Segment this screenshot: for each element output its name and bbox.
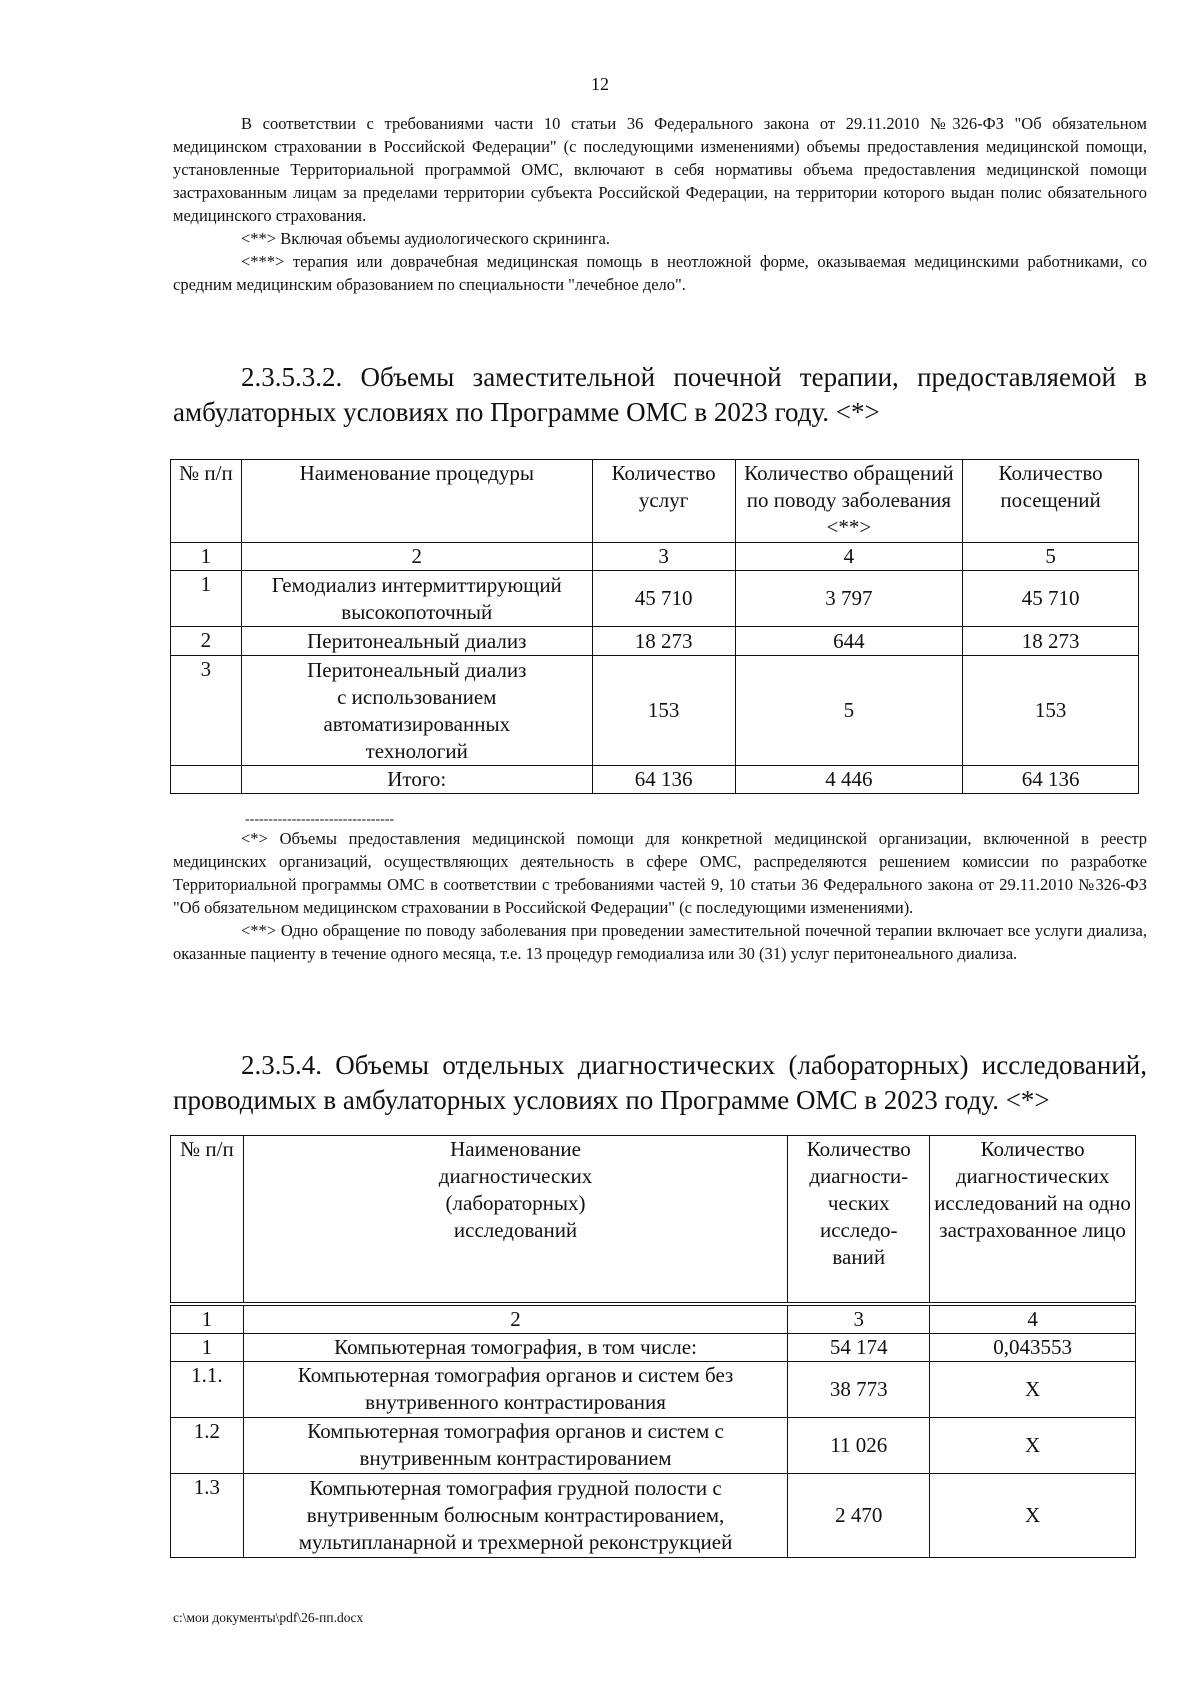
footnotes-block <box>173 827 1147 965</box>
row-num: 2 <box>171 627 242 656</box>
table-row <box>171 1473 1136 1557</box>
row-num: 1.2 <box>171 1417 244 1473</box>
row-per-person: 0,043553 <box>930 1333 1136 1361</box>
row-name: Компьютерная томография органов и систем с внутривенным контрастированием <box>243 1417 787 1473</box>
section-heading-renal-therapy: 2.3.5.3.2. Объемы заместительной почечной терапии, предоставляемой в амбулаторных условиях по Программе ОМС в 2023 году. <*> <box>173 362 1147 427</box>
col-number: 1 <box>171 543 242 571</box>
note-two-star: <**> Включая объемы аудиологического скрининга. <box>241 229 610 248</box>
col-number: 4 <box>735 543 963 571</box>
footnote-separator: -------------------------------- <box>245 812 395 827</box>
row-count: 54 174 <box>788 1333 930 1361</box>
row-name: Компьютерная томография, в том числе: <box>243 1333 787 1361</box>
intro-block <box>173 112 1147 296</box>
col-number: 1 <box>171 1304 244 1334</box>
row-cases: 644 <box>735 627 963 656</box>
renal-therapy-table <box>170 459 1139 794</box>
total-visits: 64 136 <box>963 766 1139 794</box>
header-study-name: Наименование диагностических (лабораторных) исследований <box>243 1136 787 1304</box>
column-number-row <box>171 543 1139 571</box>
row-visits: 18 273 <box>963 627 1139 656</box>
section-heading-diagnostics: 2.3.5.4. Объемы отдельных диагностических (лабораторных) исследований, проводимых в амбулаторных условиях по Программе ОМС в 2023 году. <*> <box>173 1050 1147 1115</box>
row-services: 45 710 <box>592 571 735 627</box>
col-number: 2 <box>241 543 592 571</box>
table-header-row <box>171 460 1139 543</box>
header-study-count: Количество диагности-ческих исследо-ваний <box>788 1136 930 1304</box>
row-per-person: X <box>930 1417 1136 1473</box>
table-row <box>171 656 1139 766</box>
table-row <box>171 1333 1136 1361</box>
col-number: 4 <box>930 1304 1136 1334</box>
row-services: 153 <box>592 656 735 766</box>
column-number-row <box>171 1304 1136 1334</box>
row-count: 2 470 <box>788 1473 930 1557</box>
row-num: 3 <box>171 656 242 766</box>
row-count: 11 026 <box>788 1417 930 1473</box>
total-cases: 4 446 <box>735 766 963 794</box>
header-procedure: Наименование процедуры <box>241 460 592 543</box>
row-visits: 153 <box>963 656 1139 766</box>
row-num: 1.1. <box>171 1361 244 1417</box>
col-number: 3 <box>788 1304 930 1334</box>
total-empty-cell <box>171 766 242 794</box>
footnote-two-star: <**> Одно обращение по поводу заболевания при проведении заместительной почечной терапии включает все услуги диализа, оказанные пациенту в течение одного месяца, т.е. 13 процедур гемодиализа или 30 (31) услуг перитонеального диализа. <box>173 921 1147 963</box>
row-count: 38 773 <box>788 1361 930 1417</box>
header-per-person: Количество диагностических исследований на одно застрахованное лицо <box>930 1136 1136 1304</box>
intro-paragraph: В соответствии с требованиями части 10 статьи 36 Федерального закона от 29.11.2010 №326-ФЗ "Об обязательном медицинском страховании в Российской Федерации" (с последующими изменениями) объемы предоставления медицинской помощи, установленные Территориальной программой ОМС, включают в себя нормативы объема предоставления медицинской помощи застрахованным лицам за пределами территории субъекта Российской Федерации, на территории которого выдан полис обязательного медицинского страхования. <box>173 114 1147 225</box>
table-row <box>171 1361 1136 1417</box>
header-cases: Количество обращений по поводу заболевания <**> <box>735 460 963 543</box>
row-name: Компьютерная томография грудной полости с внутривенным болюсным контрастированием, мультипланарной и трехмерной реконструкцией <box>243 1473 787 1557</box>
row-name: Перитонеальный диализ <box>241 627 592 656</box>
table-row <box>171 571 1139 627</box>
diagnostics-table <box>170 1135 1136 1558</box>
header-num: № п/п <box>171 1136 244 1304</box>
header-num: № п/п <box>171 460 242 543</box>
footer-file-path: c:\мои документы\pdf\26-пп.docx <box>173 1610 364 1625</box>
header-services: Количество услуг <box>592 460 735 543</box>
row-name: Перитонеальный диализ с использованием автоматизированных технологий <box>241 656 592 766</box>
row-cases: 5 <box>735 656 963 766</box>
table-header-row <box>171 1136 1136 1304</box>
row-num: 1 <box>171 1333 244 1361</box>
row-per-person: X <box>930 1473 1136 1557</box>
col-number: 2 <box>243 1304 787 1334</box>
table-row <box>171 627 1139 656</box>
header-visits: Количество посещений <box>963 460 1139 543</box>
total-services: 64 136 <box>592 766 735 794</box>
row-visits: 45 710 <box>963 571 1139 627</box>
total-label: Итого: <box>241 766 592 794</box>
col-number: 3 <box>592 543 735 571</box>
row-cases: 3 797 <box>735 571 963 627</box>
row-name: Гемодиализ интермиттирующий высокопоточный <box>241 571 592 627</box>
row-num: 1.3 <box>171 1473 244 1557</box>
row-name: Компьютерная томография органов и систем без внутривенного контрастирования <box>243 1361 787 1417</box>
col-number: 5 <box>963 543 1139 571</box>
table-total-row <box>171 766 1139 794</box>
table-row <box>171 1417 1136 1473</box>
row-num: 1 <box>171 571 242 627</box>
footnote-one-star: <*> Объемы предоставления медицинской помощи для конкретной медицинской организации, включенной в реестр медицинских организаций, осуществляющих деятельность в сфере ОМС, распределяются решением комиссии по разработке Территориальной программы ОМС в соответствии с требованиями частей 9, 10 статьи 36 Федерального закона от 29.11.2010 №326-ФЗ "Об обязательном медицинском страховании в Российской Федерации" (с последующими изменениями). <box>173 829 1147 917</box>
page-number: 12 <box>591 74 609 94</box>
row-services: 18 273 <box>592 627 735 656</box>
note-three-star: <***> терапия или доврачебная медицинская помощь в неотложной форме, оказываемая медицинскими работниками, со средним медицинским образованием по специальности "лечебное дело". <box>173 252 1147 294</box>
row-per-person: X <box>930 1361 1136 1417</box>
